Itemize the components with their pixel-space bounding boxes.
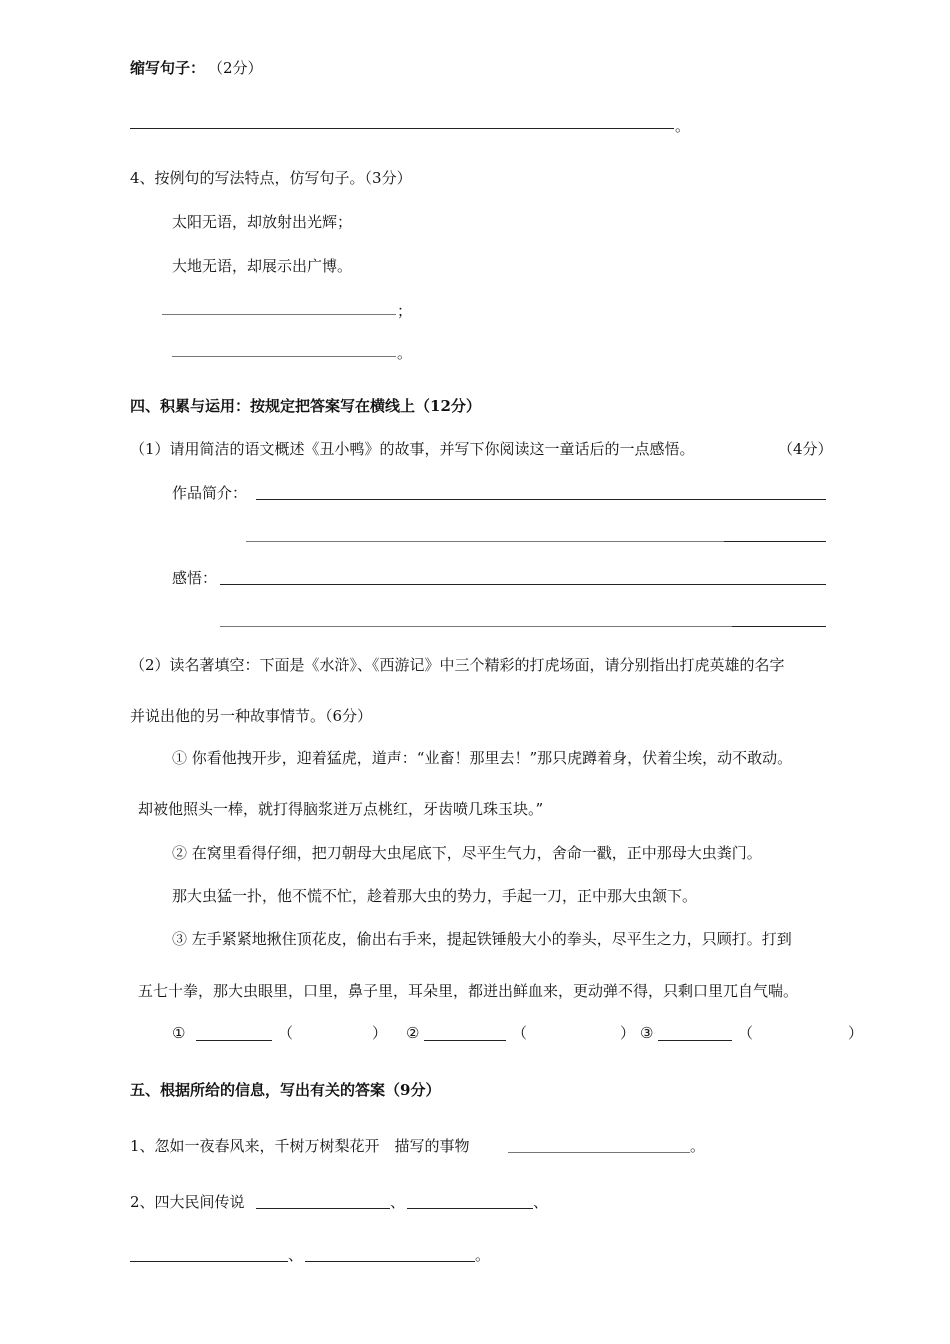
q5-2-prompt: 2、四大民间传说 xyxy=(130,1193,245,1211)
legend-answer-line-4[interactable] xyxy=(305,1261,475,1262)
q2-prompt-line-1: （2）读名著填空：下面是《水浒》、《西游记》中三个精彩的打虎场面，请分别指出打虎英雄的名字 xyxy=(130,656,785,674)
q2-prompt-line-2: 并说出他的另一种故事情节。（6分） xyxy=(130,707,373,725)
shorten-points: （2分） xyxy=(208,59,263,77)
answer-3-name-line[interactable] xyxy=(658,1040,732,1041)
q1-points: （4分） xyxy=(778,440,833,458)
legend-answer-line-3[interactable] xyxy=(130,1261,288,1262)
imitation-line-1[interactable] xyxy=(162,314,396,315)
q5-1-answer-line[interactable] xyxy=(508,1152,690,1153)
q1-prompt: （1）请用简洁的语文概述《丑小鸭》的故事，并写下你阅读这一童话后的一点感悟。 xyxy=(130,440,695,458)
legend-answer-line-1[interactable] xyxy=(256,1208,390,1209)
example-sentence-1: 太阳无语，却放射出光辉； xyxy=(172,213,353,231)
answer-2-name-line[interactable] xyxy=(424,1040,506,1041)
example-sentence-2: 大地无语，却展示出广博。 xyxy=(172,257,353,275)
answer-2-number: ② xyxy=(406,1024,420,1042)
insight-answer-line-2b[interactable] xyxy=(732,626,826,627)
passage-2-line-2: 那大虫猛一扑，他不慌不忙，趁着那大虫的势力，手起一刀，正中那大虫颔下。 xyxy=(172,887,698,905)
legend-period: 。 xyxy=(475,1246,491,1264)
section5-heading: 五、根据所给的信息，写出有关的答案（9分） xyxy=(130,1081,441,1099)
imitation-line-2[interactable] xyxy=(172,356,396,357)
answer-1-name-line[interactable] xyxy=(196,1040,272,1041)
legend-answer-line-2[interactable] xyxy=(407,1208,533,1209)
answer-3-paren-open: （ xyxy=(738,1024,754,1042)
legend-comma-3: 、 xyxy=(288,1246,304,1264)
shorten-label: 缩写句子： xyxy=(130,59,206,77)
q5-1-period: 。 xyxy=(690,1137,706,1155)
intro-answer-line-1[interactable] xyxy=(256,499,826,500)
q4-prompt: 4、按例句的写法特点，仿写句子。（3分） xyxy=(130,169,412,187)
shorten-answer-line[interactable] xyxy=(130,128,674,129)
intro-label: 作品简介： xyxy=(172,484,248,502)
passage-3-line-2: 五七十拳，那大虫眼里，口里，鼻子里，耳朵里，都迸出鲜血来，更动弹不得，只剩口里兀自气喘。 xyxy=(138,982,799,1000)
answer-2-paren-close: ） xyxy=(620,1024,636,1042)
answer-1-paren-open: （ xyxy=(278,1024,294,1042)
legend-comma-1: 、 xyxy=(390,1193,406,1211)
imitation-period: 。 xyxy=(397,344,413,362)
insight-answer-line-2a[interactable] xyxy=(220,626,732,627)
answer-1-number: ① xyxy=(172,1024,186,1042)
passage-1-line-1: ① 你看他拽开步，迎着猛虎，道声：“业畜！那里去！”那只虎蹲着身，伏着尘埃，动不敢动。 xyxy=(172,749,793,767)
q5-1-prompt: 1、忽如一夜春风来，千树万树梨花开 描写的事物 xyxy=(130,1137,470,1155)
insight-answer-line-1[interactable] xyxy=(220,584,826,585)
answer-3-number: ③ xyxy=(640,1024,654,1042)
imitation-semicolon: ； xyxy=(397,302,413,320)
answer-3-paren-close: ） xyxy=(848,1024,864,1042)
passage-1-line-2: 却被他照头一棒，就打得脑浆迸万点桃红，牙齿喷几珠玉块。” xyxy=(138,800,544,818)
shorten-period: 。 xyxy=(675,117,691,135)
legend-comma-2: 、 xyxy=(533,1193,549,1211)
passage-3-line-1: ③ 左手紧紧地揪住顶花皮，偷出右手来，提起铁锤般大小的拳头，尽平生之力，只顾打。打到 xyxy=(172,930,792,948)
intro-answer-line-2b[interactable] xyxy=(724,541,826,542)
insight-label: 感悟： xyxy=(172,569,218,587)
section4-heading: 四、积累与运用：按规定把答案写在横线上（12分） xyxy=(130,397,481,415)
passage-2-line-1: ② 在窝里看得仔细，把刀朝母大虫尾底下，尽平生气力，舍命一戳，正中那母大虫粪门。 xyxy=(172,844,762,862)
intro-answer-line-2a[interactable] xyxy=(246,541,724,542)
answer-1-paren-close: ） xyxy=(372,1024,388,1042)
answer-2-paren-open: （ xyxy=(512,1024,528,1042)
